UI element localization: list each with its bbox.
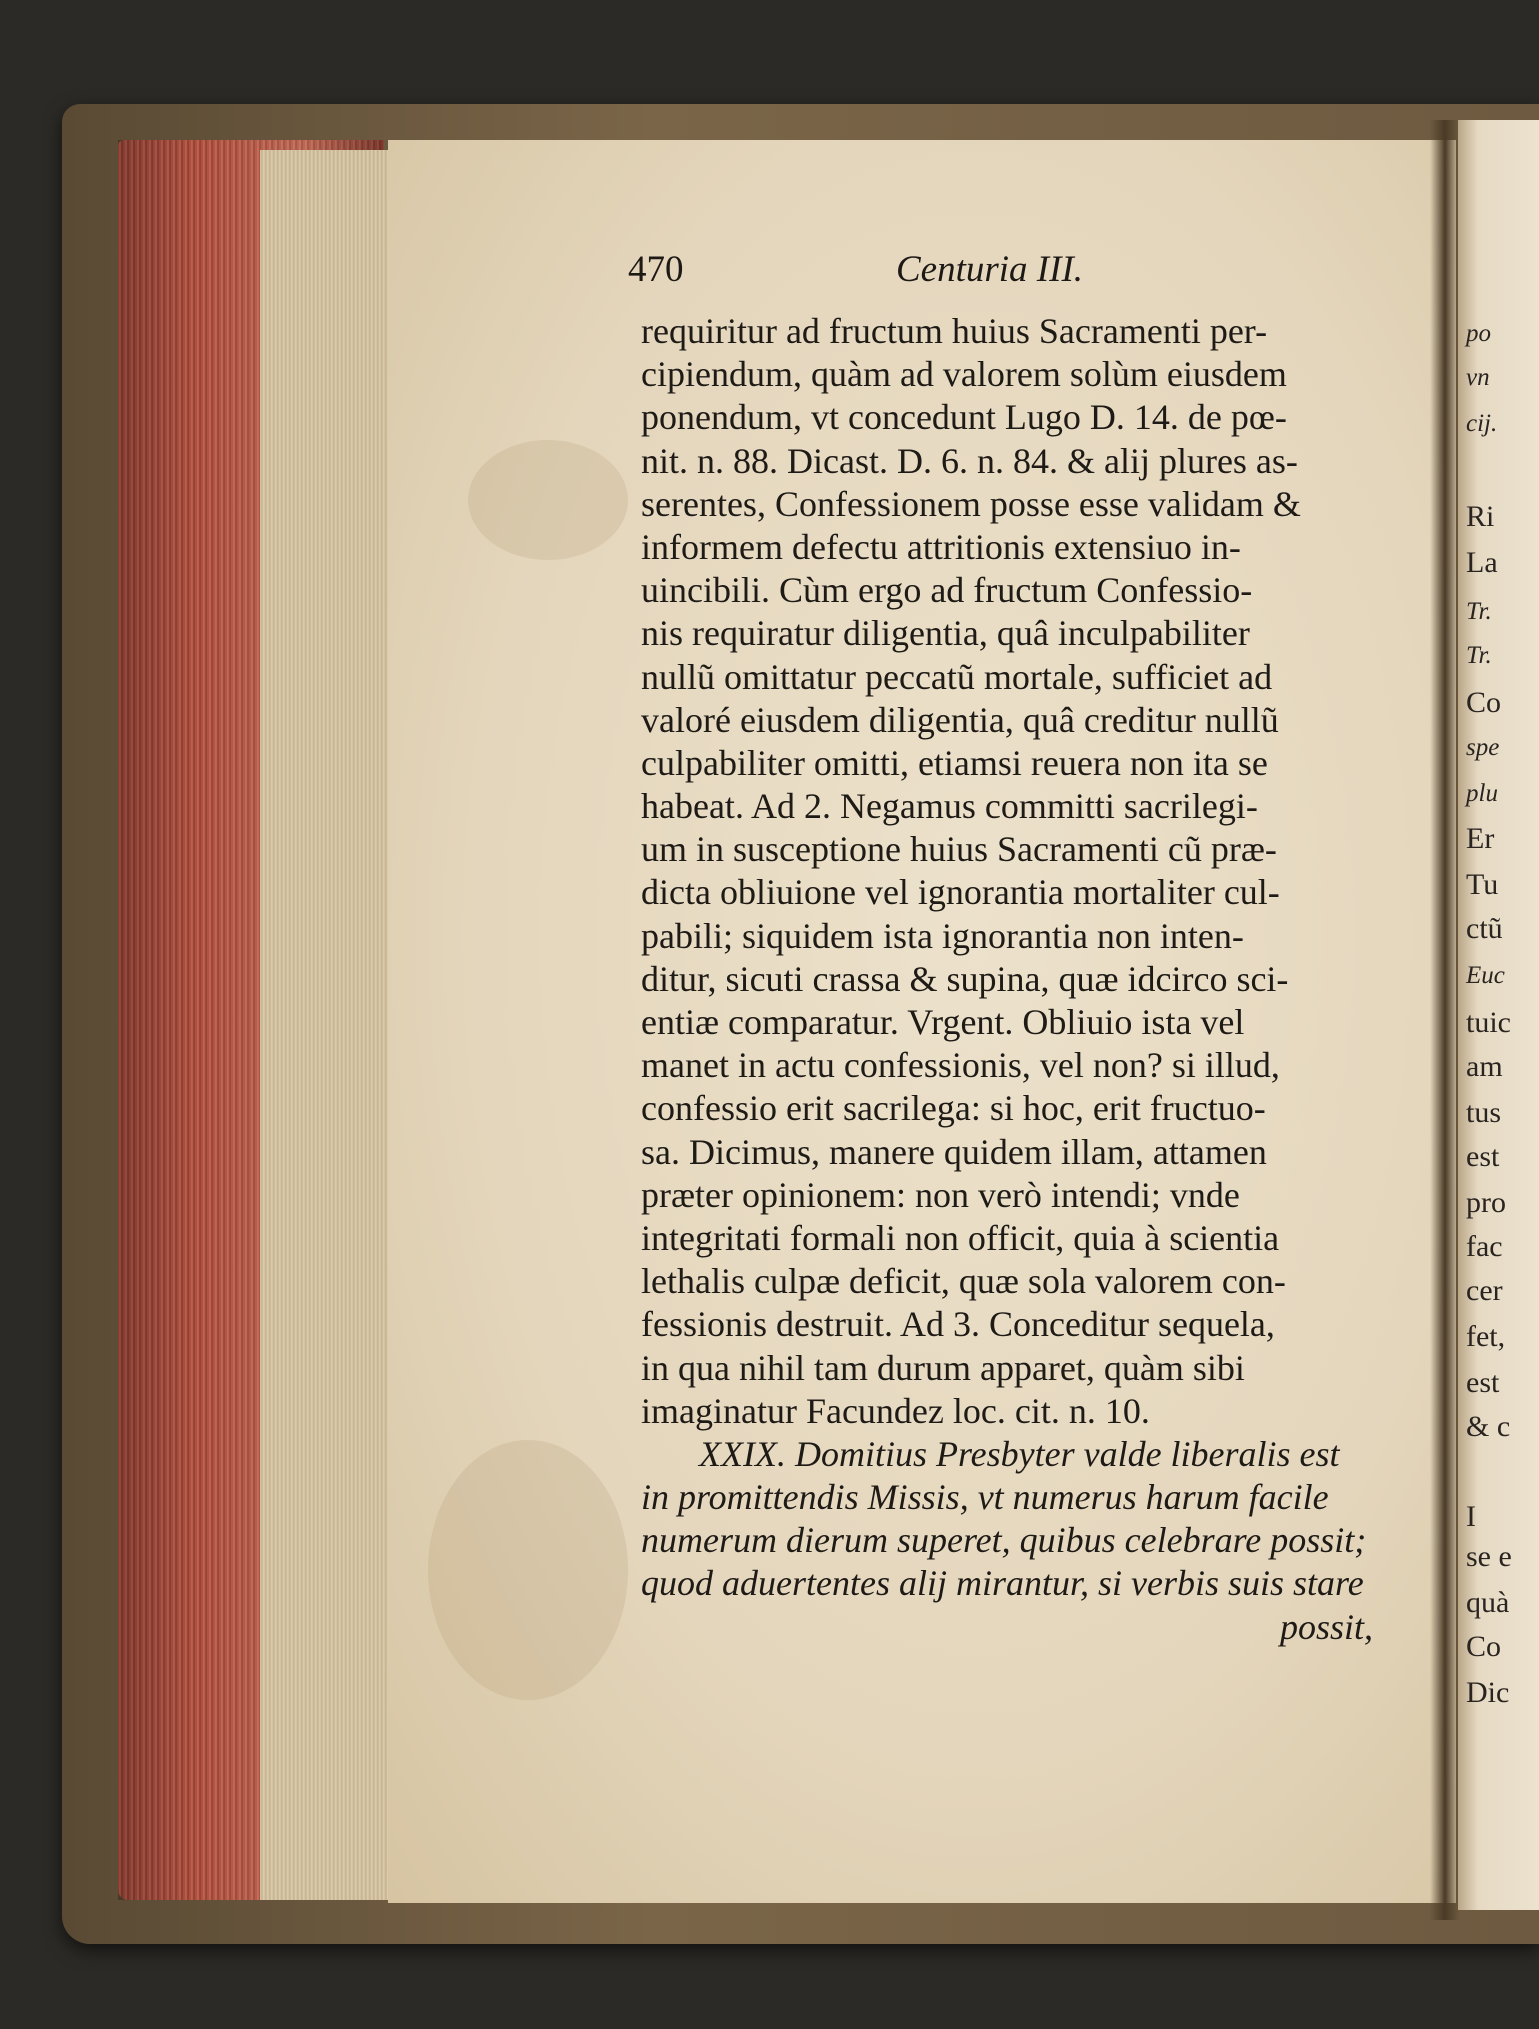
facing-fragment: fac: [1466, 1230, 1503, 1263]
case-text: in promittendis Missis, vt numerus harum facile: [641, 1477, 1329, 1518]
text-line: confessio erit sacrilega: si hoc, erit fructuo-: [641, 1088, 1266, 1129]
facing-fragment: ctũ: [1466, 912, 1503, 945]
text-line: nis requiratur diligentia, quâ inculpabiliter: [641, 613, 1250, 654]
facing-fragment: plu: [1466, 780, 1498, 807]
text-line: uincibili. Cùm ergo ad fructum Confessio-: [641, 570, 1253, 611]
facing-fragment: Tr.: [1466, 598, 1492, 625]
facing-fragment: am: [1466, 1050, 1503, 1083]
text-line: nit. n. 88. Dicast. D. 6. n. 84. & alij plures as-: [641, 440, 1298, 481]
facing-fragment: Euc: [1466, 962, 1505, 989]
facing-fragment: se e: [1466, 1540, 1512, 1573]
text-line: requiritur ad fructum huius Sacramenti per-: [641, 311, 1268, 351]
facing-fragment: vn: [1466, 364, 1490, 391]
facing-fragment: fet,: [1466, 1320, 1506, 1353]
case-text: numerum dierum superet, quibus celebrare possit;: [641, 1520, 1367, 1561]
catchword-text: possit,: [1279, 1606, 1373, 1647]
text-line: nullũ omittatur peccatũ mortale, sufficiet ad: [641, 656, 1273, 697]
text-line: præter opinionem: non verò intendi; vnde: [641, 1174, 1240, 1215]
facing-fragment: Ri: [1466, 500, 1495, 533]
text-block: [641, 310, 1411, 1649]
facing-fragment: tus: [1466, 1096, 1502, 1129]
facing-fragment: Co: [1466, 1630, 1502, 1663]
facing-fragment: spe: [1466, 734, 1500, 761]
running-title: Centuria III.: [896, 249, 1084, 290]
facing-fragment: cij.: [1466, 410, 1498, 437]
text-line: valoré eiusdem diligentia, quâ creditur nullũ: [641, 699, 1279, 740]
text-line: sa. Dicimus, manere quidem illam, attamen: [641, 1131, 1267, 1172]
text-line: dicta obliuione vel ignorantia mortaliter cul-: [641, 872, 1280, 913]
text-line: lethalis culpæ deficit, quæ sola valorem con-: [641, 1261, 1286, 1302]
facing-fragment: & c: [1466, 1410, 1511, 1443]
text-line: informem defectu attritionis extensiuo in-: [641, 526, 1241, 567]
text-line: entiæ comparatur. Vrgent. Obliuio ista vel: [641, 1002, 1245, 1042]
foxing-stain: [468, 440, 628, 560]
catchword: [641, 1606, 1411, 1649]
facing-fragment: Co: [1466, 686, 1502, 719]
text-line: serentes, Confessionem posse esse validam &: [641, 483, 1301, 524]
page-number: 470: [628, 249, 684, 290]
facing-fragment: Tu: [1466, 868, 1499, 901]
facing-fragment: po: [1466, 320, 1491, 347]
facing-fragment: pro: [1466, 1186, 1506, 1219]
facing-fragment: tuic: [1466, 1006, 1511, 1039]
case-text: quod aduertentes alij mirantur, si verbis suis stare: [641, 1563, 1364, 1604]
text-line: ponendum, vt concedunt Lugo D. 14. de pœ-: [641, 397, 1287, 438]
facing-fragment: quà: [1466, 1586, 1510, 1619]
text-line: um in susceptione huius Sacramenti cũ præ-: [641, 829, 1277, 870]
facing-fragment: est: [1466, 1140, 1500, 1173]
case-text: XXIX. Domitius Presbyter valde liberalis est: [699, 1433, 1340, 1474]
case-line: [641, 1562, 1411, 1605]
text-line: culpabiliter omitti, etiamsi reuera non ita se: [641, 742, 1268, 783]
facing-fragment: Tr.: [1466, 642, 1492, 669]
facing-fragment: La: [1466, 546, 1498, 579]
text-line: pabili; siquidem ista ignorantia non inten-: [641, 915, 1244, 956]
text-line: integritati formali non officit, quia à scientia: [641, 1217, 1280, 1258]
case-line: [641, 1433, 1411, 1476]
text-line: in qua nihil tam durum apparet, quàm sibi: [641, 1347, 1245, 1388]
facing-page-edge: [1458, 120, 1539, 1910]
gutter-shadow: [1430, 120, 1460, 1920]
text-line: imaginatur Facundez loc. cit. n. 10.: [641, 1390, 1150, 1431]
text-line: cipiendum, quàm ad valorem solùm eiusdem: [641, 354, 1287, 395]
case-line: [641, 1476, 1411, 1519]
facing-fragment: Er: [1466, 822, 1495, 855]
facing-fragment: cer: [1466, 1274, 1503, 1307]
text-line: ditur, sicuti crassa & supina, quæ idcirco sci-: [641, 958, 1289, 999]
facing-fragment: Dic: [1466, 1676, 1510, 1709]
page-stack: [260, 150, 392, 1900]
facing-fragment: est: [1466, 1366, 1500, 1399]
foxing-stain: [428, 1440, 628, 1700]
case-line: [641, 1519, 1411, 1562]
facing-fragment: I: [1466, 1500, 1476, 1533]
text-line: habeat. Ad 2. Negamus committi sacrilegi-: [641, 786, 1258, 827]
text-line: fessionis destruit. Ad 3. Conceditur sequela,: [641, 1304, 1275, 1345]
text-line: manet in actu confessionis, vel non? si illud,: [641, 1045, 1280, 1086]
